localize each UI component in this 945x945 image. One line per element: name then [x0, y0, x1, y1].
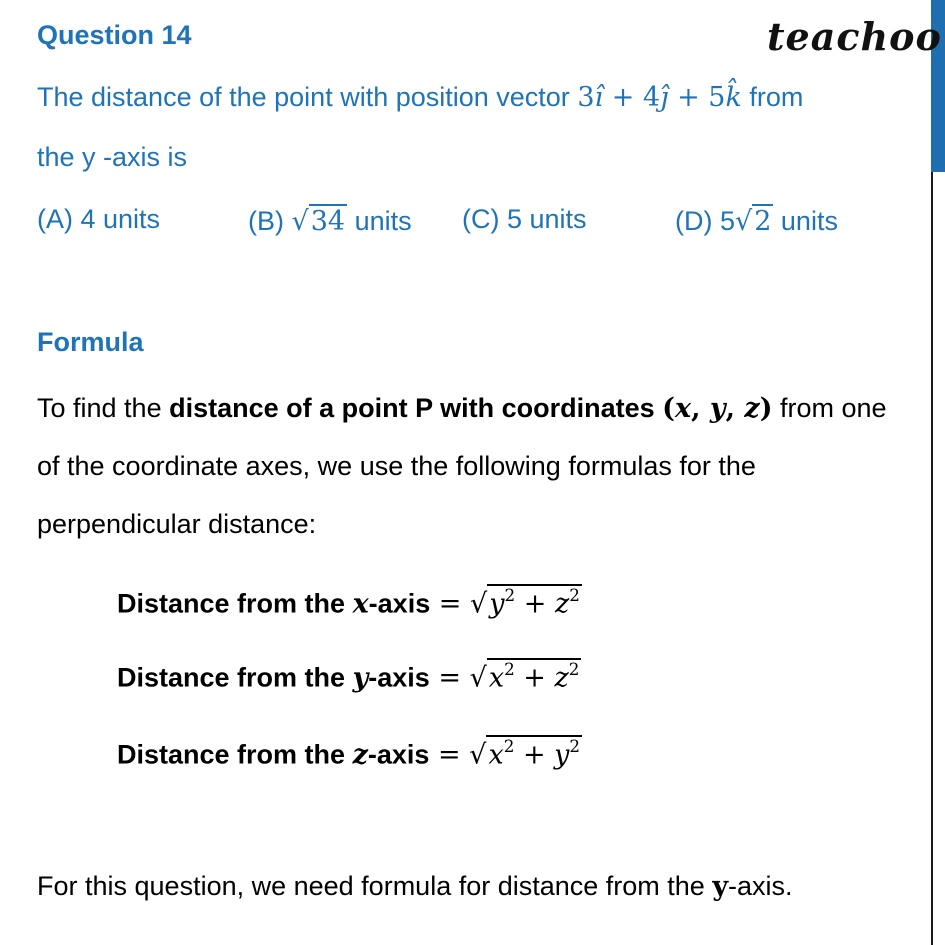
sqrt-2: √2	[735, 206, 772, 237]
variable: z	[554, 588, 570, 620]
axis-symbol: y	[352, 662, 369, 694]
position-vector: 3ı̂ + 4ȷ̂ + 5k̂	[577, 82, 742, 113]
variable: z	[554, 662, 569, 694]
option-b-units: units	[347, 206, 412, 236]
equals-sign: =	[430, 588, 471, 620]
sqrt-34: √34	[291, 206, 346, 237]
equals-sign: =	[429, 739, 470, 771]
formula-label: Distance from the	[117, 662, 353, 693]
sqrt-expression: $√x^2 + y^2$	[469, 736, 581, 771]
formula-label: Distance from the	[117, 739, 353, 770]
radicand: 34	[310, 206, 346, 237]
scrollbar[interactable]	[931, 0, 945, 945]
axis-symbol: z	[352, 739, 368, 771]
scrollbar-rail	[931, 172, 933, 945]
equals-sign: =	[429, 662, 470, 694]
formula-heading: Formula	[37, 327, 144, 357]
variable: x	[488, 662, 505, 694]
intro-text-end: from one	[772, 393, 887, 423]
question-title: Question 14	[37, 20, 192, 50]
question-line-2: the y -axis is	[37, 142, 188, 172]
variable: x	[488, 739, 504, 771]
option-d-label: (D) 5	[675, 206, 735, 236]
intro-line-3: perpendicular distance:	[37, 509, 317, 539]
question-line-1	[37, 82, 803, 113]
coordinates: (x, y, z)	[662, 393, 773, 424]
formula-z-axis	[117, 735, 582, 771]
formula-label-suffix: -axis	[367, 739, 430, 770]
sqrt-expression: $√y^2 + z^2$	[470, 585, 580, 620]
axis-symbol: y	[712, 871, 729, 902]
option-a: (A) 4 units	[37, 204, 161, 234]
option-d-units: units	[773, 206, 838, 236]
conclusion	[37, 871, 793, 902]
question-suffix: from	[741, 82, 804, 112]
formula-y-axis	[117, 658, 581, 694]
intro-text: To find the	[37, 393, 170, 423]
intro-line-1	[37, 393, 887, 424]
formula-label-suffix: -axis	[368, 588, 431, 619]
radicand: 2	[754, 206, 772, 237]
formula-x-axis	[117, 584, 582, 620]
intro-bold: distance of a point P with coordinates	[169, 393, 663, 423]
brand-logo: teachoo	[767, 14, 942, 59]
formula-label-suffix: -axis	[368, 662, 430, 693]
variable: y	[554, 739, 570, 771]
option-c: (C) 5 units	[462, 204, 587, 234]
conclusion-text: For this question, we need formula for distance from the	[37, 871, 713, 901]
conclusion-suffix: -axis.	[728, 871, 793, 901]
sqrt-expression: $√x^2 + z^2$	[469, 659, 580, 694]
option-b	[248, 204, 412, 237]
intro-line-2: of the coordinate axes, we use the following formulas for the	[37, 451, 756, 481]
option-b-label: (B)	[248, 206, 292, 236]
option-d	[675, 204, 838, 237]
formula-label: Distance from the	[117, 588, 353, 619]
axis-symbol: x	[352, 588, 369, 620]
variable: y	[489, 588, 505, 620]
question-prefix: The distance of the point with position vector	[37, 82, 578, 112]
